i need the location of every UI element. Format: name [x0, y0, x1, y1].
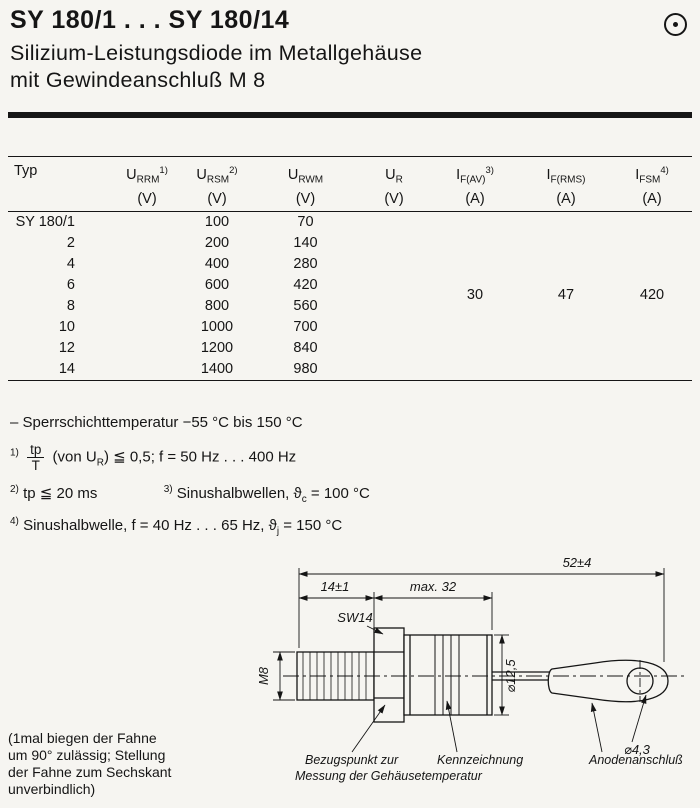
voltage-cell: 600 — [204, 276, 230, 293]
col-header-urrm: $U_{RRM}^{1)}$ (V) — [113, 157, 181, 212]
typ-cell: 8 — [66, 297, 75, 314]
bend-note-line-2: um 90° zulässig; Stellung — [8, 747, 166, 763]
dim-overall-label: 52±4 — [562, 555, 592, 570]
dim-body-dia-label: ⌀12,5 — [503, 659, 518, 693]
typ-cell: 10 — [58, 318, 75, 335]
note-4-marker: 4) — [10, 516, 19, 527]
note-2-marker: 2) — [10, 484, 19, 495]
voltage-cell: 400 — [204, 255, 230, 272]
if-av-value: 30 — [430, 211, 520, 380]
dim-body-label: max. 32 — [409, 579, 457, 594]
page-title: SY 180/1 . . . SY 180/14 — [10, 6, 290, 34]
urwm-cell: 560 — [293, 297, 318, 314]
note-3-marker: 3) — [163, 484, 173, 495]
urwm-cell: 700 — [293, 318, 318, 335]
hex-nut — [374, 628, 404, 722]
dim-wrench-label: SW14 — [337, 610, 373, 625]
fraction-tp-T: $\frac{tp}{T}$ — [27, 442, 44, 473]
marking-label: Kennzeichnung — [437, 753, 524, 767]
typ-cell: SY 180/1 — [15, 213, 75, 230]
col-header-ursm: $U_{RSM}^{2)}$ (V) — [181, 157, 253, 212]
case-body — [404, 635, 492, 715]
voltage-cell: 1400 — [181, 359, 253, 381]
dim-stud-label: 14±1 — [320, 579, 350, 594]
table-row — [8, 211, 692, 233]
header-row — [8, 157, 692, 212]
urwm-cell: 70 — [297, 213, 314, 230]
footnotes-section — [10, 414, 370, 548]
subtitle-line-1: Silizium-Leistungsdiode im Metallgehäuse — [10, 41, 423, 65]
dim-thread-label: M8 — [256, 666, 271, 686]
col-header-urwm: $U_{RWM}$ (V) — [253, 157, 358, 212]
bend-note — [8, 730, 171, 798]
typ-cell: 6 — [66, 276, 75, 293]
ref-point-label-1: Bezugspunkt zur — [305, 753, 399, 767]
empty-cell — [113, 211, 181, 233]
bend-note-line-3: der Fahne zum Sechskant — [8, 764, 172, 780]
subtitle-line-2: mit Gewindeanschluß M 8 — [10, 68, 266, 92]
circled-dot-icon — [664, 13, 687, 36]
dim-hole-dia-label: ⌀4,3 — [624, 742, 650, 757]
voltage-cell: 100 — [204, 213, 230, 230]
urwm-cell: 420 — [293, 276, 318, 293]
note-1-marker: 1) — [10, 447, 19, 459]
urwm-cell: 140 — [293, 234, 318, 251]
empty-cell — [358, 211, 430, 233]
ref-point-label-2: Messung der Gehäusetemperatur — [295, 769, 482, 783]
note-2-3: $^{2)}$ tp ≦ 20 ms $^{3)}$ Sinushalbwellen, $ϑ_c = 100$ °C — [10, 484, 370, 505]
col-header-ifrms: $I_{F(RMS)}$ (A) — [520, 157, 612, 212]
voltage-cell: 800 — [204, 297, 230, 314]
bend-note-line-1: (1mal biegen der Fahne — [8, 730, 157, 746]
threaded-stud — [297, 652, 374, 700]
col-header-ifav: $I_{F(AV)}^{3)}$ (A) — [430, 157, 520, 212]
typ-cell: 12 — [58, 339, 75, 356]
col-header-ifsm: $I_{FSM}^{4)}$ (A) — [612, 157, 692, 212]
if-rms-value: 47 — [520, 211, 612, 380]
urwm-cell: 980 — [253, 359, 358, 381]
typ-cell: 2 — [66, 234, 75, 251]
ratings-table-wrap — [8, 156, 692, 381]
dot — [673, 22, 678, 27]
col-header-ur: $U_R$ (V) — [358, 157, 430, 212]
subtitle — [10, 40, 422, 94]
note-temperature: – Sperrschichttemperatur −55 °C bis 150 °C — [10, 414, 303, 431]
section-divider — [8, 112, 692, 118]
urwm-cell: 840 — [293, 339, 318, 356]
typ-cell: 4 — [66, 255, 75, 272]
urwm-cell: 280 — [293, 255, 318, 272]
diode-outline-svg — [247, 552, 697, 804]
ifsm-value: 420 — [612, 211, 692, 380]
typ-cell: 14 — [8, 359, 113, 381]
voltage-cell: 200 — [204, 234, 230, 251]
anode-label: Anodenanschluß — [589, 753, 683, 767]
ratings-table — [8, 156, 692, 381]
note-4: $^{4)}$ Sinushalbwelle, f = 40 Hz . . . 65 Hz, $ϑ_j = 150$ °C — [10, 516, 343, 537]
bend-note-line-4: unverbindlich) — [8, 781, 96, 797]
col-header-typ: Typ — [8, 157, 113, 212]
voltage-cell: 1200 — [200, 339, 234, 356]
note-1: $^{1)}$ $\frac{tp}{T}$ (von $U_R$) ≦ 0,5; f = 50 Hz . . . 400 Hz — [10, 442, 297, 473]
voltage-cell: 1000 — [200, 318, 234, 335]
